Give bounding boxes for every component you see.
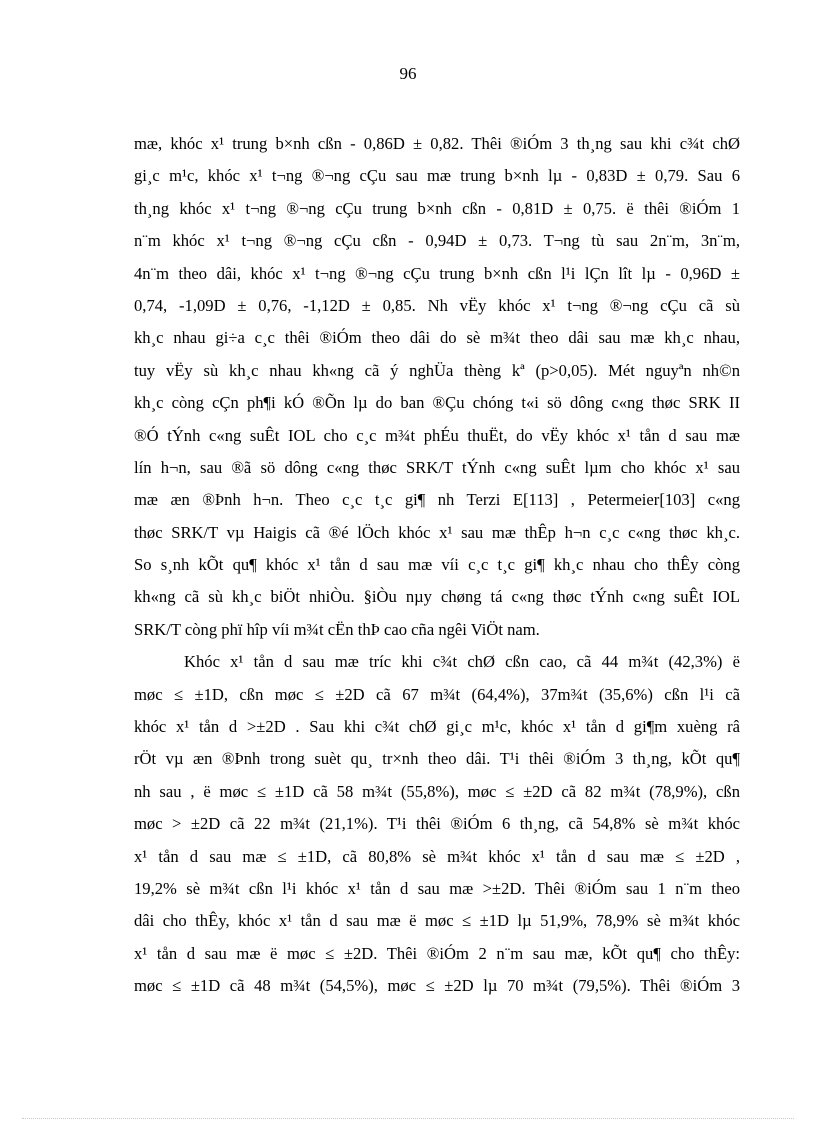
text-line: x¹ tån d sau mæ ≤ ±1D, cã 80,8% sè m¾t khóc x¹ tån d sau mæ ≤ ±2D ,: [134, 846, 740, 866]
text-line: th¸ng khóc x¹ t¬ng ®¬ng cÇu trung b×nh cßn - 0,81D ± 0,75. ë thêi ®iÓm 1: [134, 198, 740, 218]
text-line: møc ≤ ±1D, cßn møc ≤ ±2D cã 67 m¾t (64,4%), 37m¾t (35,6%) cßn l¹i cã: [134, 684, 740, 704]
text-line: mæ æn ®Þnh h¬n. Theo c¸c t¸c gi¶ nh Terzi E[113] , Petermeier[103] c«ng: [134, 490, 740, 510]
text-line: So s¸nh kÕt qu¶ khóc x¹ tån d sau mæ víi c¸c t¸c gi¶ kh¸c nhau cho thÊy còng: [134, 555, 740, 575]
text-line: mæ, khóc x¹ trung b×nh cßn - 0,86D ± 0,82. Thêi ®iÓm 3 th¸ng sau khi c¾t chØ: [134, 134, 740, 153]
page-bottom-divider: [22, 1118, 794, 1119]
text-line: x¹ tån d sau mæ ë møc ≤ ±2D. Thêi ®iÓm 2 n¨m sau mæ, kÕt qu¶ cho thÊy:: [134, 943, 740, 963]
page-number: 96: [399, 64, 417, 83]
text-line: nh sau , ë møc ≤ ±1D cã 58 m¾t (55,8%), møc ≤ ±2D cã 82 m¾t (78,9%), cßn: [134, 781, 740, 801]
text-line: møc > ±2D cã 22 m¾t (21,1%). T¹i thêi ®iÓm 6 th¸ng, cã 54,8% sè m¾t khóc: [134, 814, 740, 834]
text-line: SRK/T còng phï hîp víi m¾t cËn thÞ cao cña ngêi ViÖt nam.: [134, 619, 540, 639]
text-line: møc ≤ ±1D cã 48 m¾t (54,5%), møc ≤ ±2D lµ 70 m¾t (79,5%). Thêi ®iÓm 3: [134, 976, 740, 996]
text-line: 4n¨m theo dâi, khóc x¹ t¬ng ®¬ng cÇu trung b×nh cßn l¹i lÇn lît lµ - 0,96D ±: [134, 263, 740, 283]
paragraph: [134, 128, 740, 646]
text-line: 0,74, -1,09D ± 0,76, -1,12D ± 0,85. Nh vËy khóc x¹ t¬ng ®¬ng cÇu cã sù: [134, 295, 740, 315]
body-text: [134, 128, 740, 1003]
text-line: rÖt vµ æn ®Þnh trong suèt qu¸ tr×nh theo dâi. T¹i thêi ®iÓm 3 th¸ng, kÕt qu¶: [134, 749, 740, 769]
text-line: dâi cho thÊy, khóc x¹ tån d sau mæ ë møc ≤ ±1D lµ 51,9%, 78,9% sè m¾t khóc: [134, 911, 740, 931]
text-line: tuy vËy sù kh¸c nhau kh«ng cã ý nghÜa thèng kª (p>0,05). Mét nguyªn nh©n: [134, 360, 740, 380]
text-line: kh¸c còng cÇn ph¶i kÓ ®Õn lµ do ban ®Çu chóng t«i sö dông c«ng thøc SRK II: [134, 393, 740, 413]
text-line: kh«ng cã sù kh¸c biÖt nhiÒu. §iÒu nµy chøng tá c«ng thøc tÝnh c«ng suÊt IOL: [134, 587, 740, 607]
paragraph: [134, 646, 740, 1002]
text-line: thøc SRK/T vµ Haigis cã ®é lÖch khóc x¹ sau mæ thÊp h¬n c¸c c«ng thøc kh¸c.: [134, 522, 740, 542]
text-line: Khóc x¹ tån d sau mæ tríc khi c¾t chØ cßn cao, cã 44 m¾t (42,3%) ë: [184, 652, 740, 672]
text-line: kh¸c nhau gi÷a c¸c thêi ®iÓm theo dâi do sè m¾t theo dâi sau mæ kh¸c nhau,: [134, 328, 740, 348]
text-line: gi¸c m¹c, khóc x¹ t¬ng ®¬ng cÇu sau mæ trung b×nh lµ - 0,83D ± 0,79. Sau 6: [134, 166, 740, 186]
text-line: khóc x¹ tån d >±2D . Sau khi c¾t chØ gi¸c m¹c, khóc x¹ tån d gi¶m xuèng râ: [134, 717, 740, 737]
text-line: ®Ó tÝnh c«ng suÊt IOL cho c¸c m¾t phÉu thuËt, do vËy khóc x¹ tån d sau mæ: [134, 425, 740, 445]
text-line: n¨m khóc x¹ t¬ng ®¬ng cÇu cßn - 0,94D ± 0,73. T¬ng tù sau 2n¨m, 3n¨m,: [134, 231, 740, 251]
text-line: lín h¬n, sau ®ã sö dông c«ng thøc SRK/T tÝnh c«ng suÊt lµm cho khóc x¹ sau: [134, 457, 740, 477]
text-line: 19,2% sè m¾t cßn l¹i khóc x¹ tån d sau mæ >±2D. Thêi ®iÓm sau 1 n¨m theo: [134, 878, 740, 898]
